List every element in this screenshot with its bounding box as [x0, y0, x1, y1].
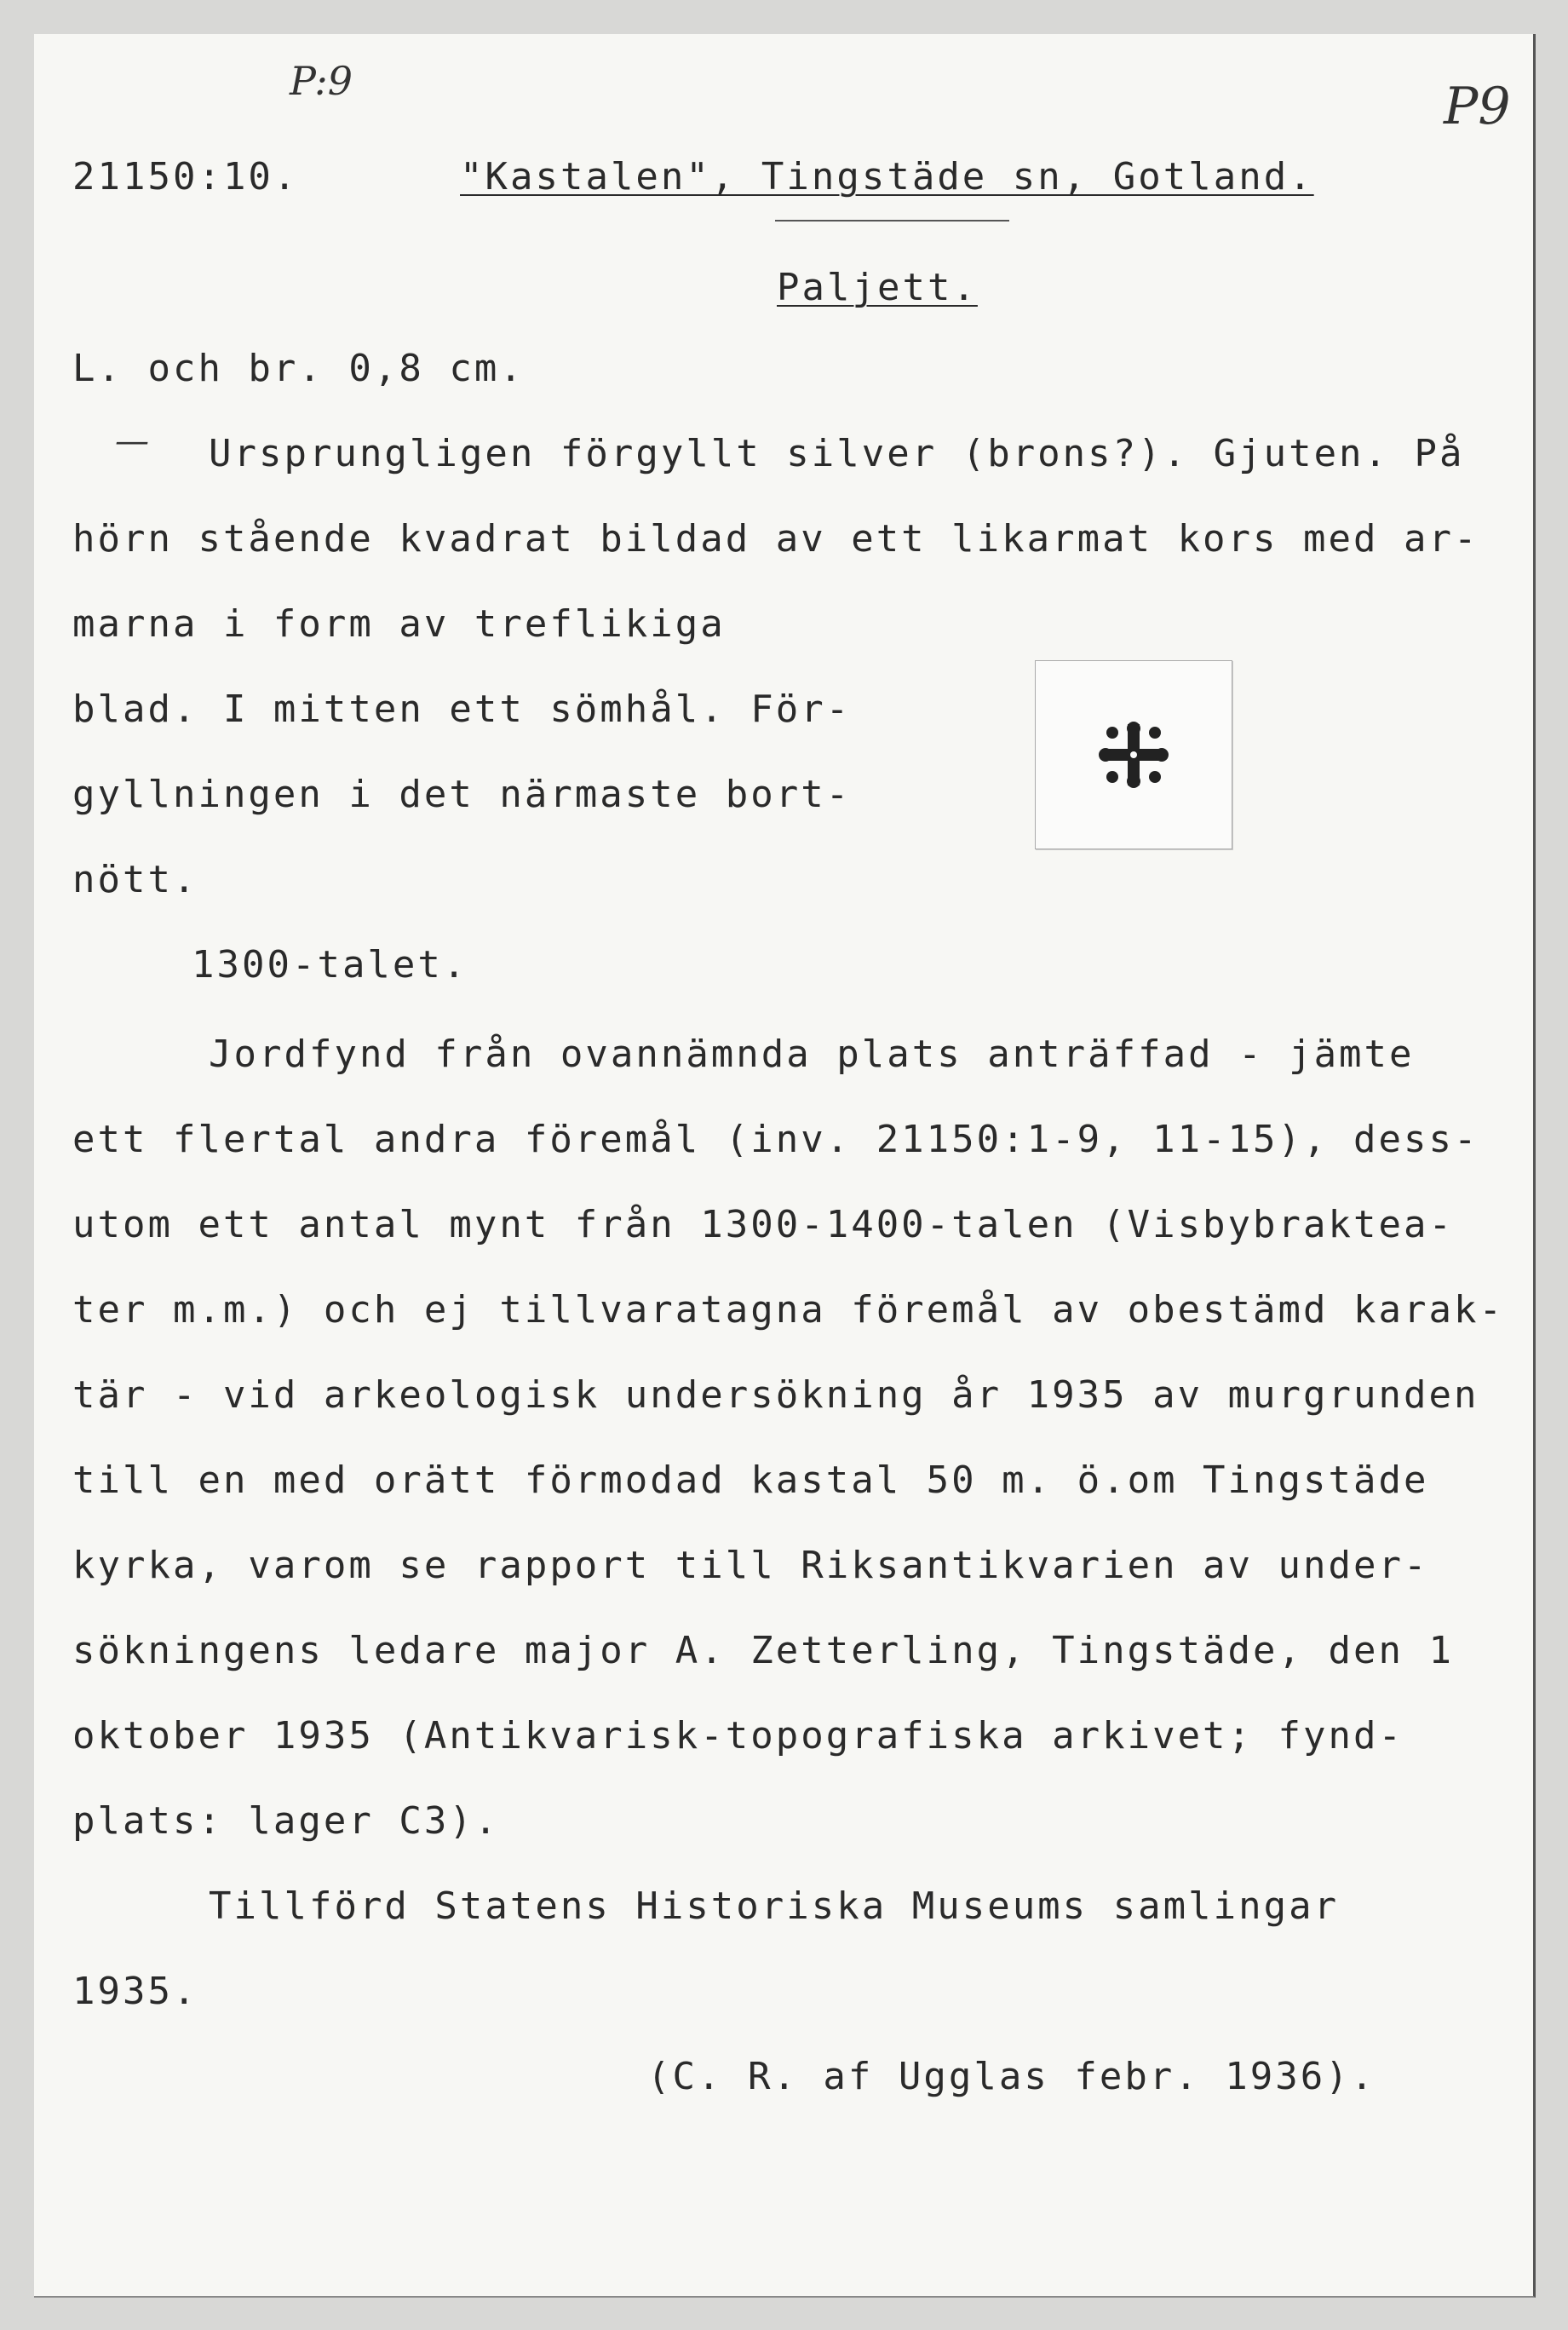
handwritten-corner-note: P9	[1444, 77, 1511, 136]
catalog-card	[34, 34, 1536, 2298]
object-title: Paljett.	[777, 266, 978, 309]
dash-mark: —	[115, 422, 149, 461]
text-line: Jordfynd från ovannämnda plats anträffad - jämte	[209, 1033, 1415, 1076]
text-line: plats: lager C3).	[72, 1799, 500, 1843]
text-line: gyllningen i det närmaste bort-	[72, 773, 852, 816]
text-line: oktober 1935 (Antikvarisk-topografiska arkivet; fynd-	[72, 1714, 1404, 1758]
text-line: Tillförd Statens Historiska Museums samlingar	[209, 1884, 1340, 1928]
text-line: till en med orätt förmodad kastal 50 m. ö.om Tingstäde	[72, 1458, 1429, 1502]
text-line: nött.	[72, 858, 198, 901]
find-location: "Kastalen", Tingstäde sn, Gotland.	[460, 155, 1314, 198]
object-photo	[1035, 660, 1232, 849]
handwritten-top-note: P:9	[290, 58, 353, 104]
text-line: hörn stående kvadrat bildad av ett likarmat kors med ar-	[72, 517, 1479, 561]
text-line: kyrka, varom se rapport till Riksantikvarien av under-	[72, 1544, 1429, 1587]
text-line: ter m.m.) och ej tillvaratagna föremål av obestämd karak-	[72, 1288, 1504, 1332]
author-signature-line: (C. R. af Ugglas febr. 1936).	[647, 2055, 1376, 2098]
text-line: Ursprungligen förgyllt silver (brons?). Gjuten. På	[209, 432, 1465, 475]
text-line: marna i form av treflikiga	[72, 602, 726, 646]
text-line: utom ett antal mynt från 1300-1400-talen (Visbybraktea-	[72, 1203, 1454, 1246]
text-line: tär - vid arkeologisk undersökning år 1935 av murgrunden	[72, 1373, 1479, 1417]
dating-line: 1300-talet.	[192, 943, 468, 987]
text-line: blad. I mitten ett sömhål. För-	[72, 687, 852, 731]
text-line: 1935.	[72, 1970, 198, 2013]
dimensions-line: L. och br. 0,8 cm.	[72, 347, 525, 390]
text-line: ett flertal andra föremål (inv. 21150:1-9, 11-15), dess-	[72, 1118, 1479, 1161]
text-line: sökningens ledare major A. Zetterling, Tingstäde, den 1	[72, 1629, 1454, 1672]
inventory-number: 21150:10.	[72, 155, 299, 198]
header-rule	[775, 220, 1009, 221]
sequin-image	[1095, 721, 1172, 789]
